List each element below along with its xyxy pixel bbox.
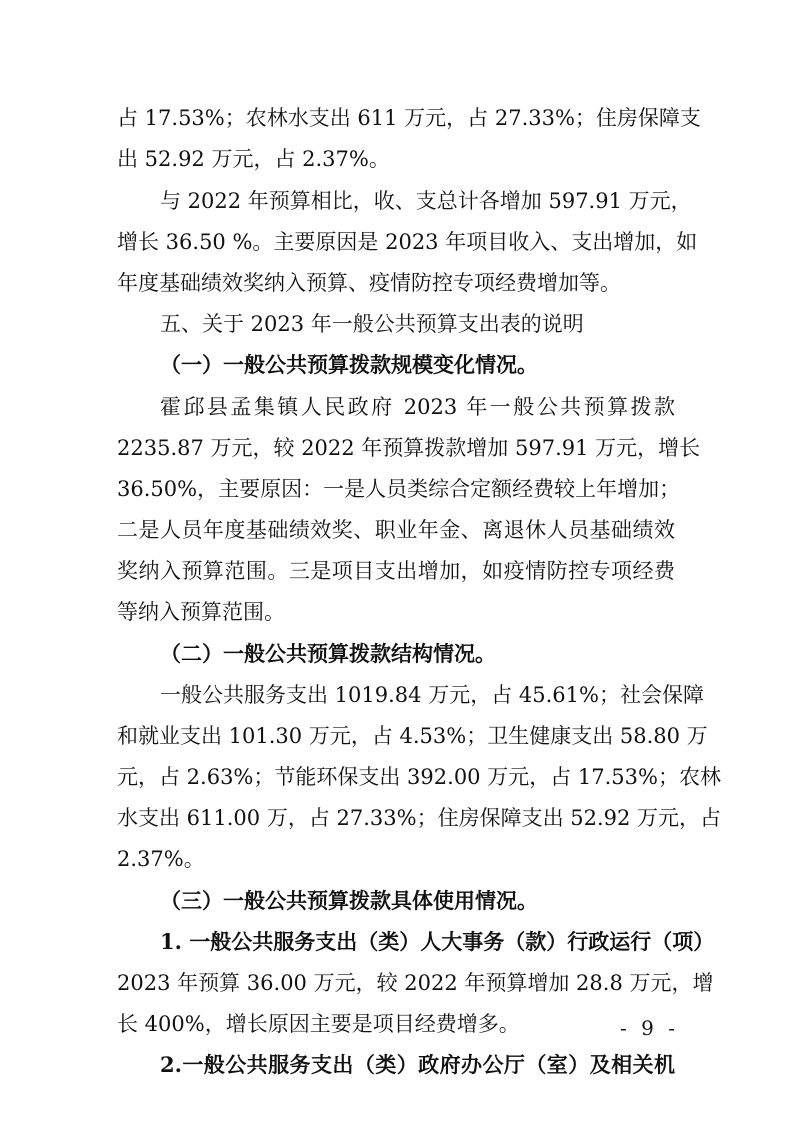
body-text-line: 奖纳入预算范围。三是项目支出增加，如疫情防控专项经费: [117, 559, 675, 583]
body-text-line: 等纳入预算范围。: [117, 600, 285, 624]
body-text-line: 一般公共服务支出 1019.84 万元，占 45.61%；社会保障: [160, 683, 704, 707]
body-text-line: 元，占 2.63%；节能环保支出 392.00 万元，占 17.53%；农林: [117, 765, 721, 789]
body-text-line: 与 2022 年预算相比，收、支总计各增加 597.91 万元，: [160, 189, 692, 213]
body-text-line: 霍邱县孟集镇人民政府 2023 年一般公共预算拨款: [160, 395, 675, 419]
body-text-line: 2023 年预算 36.00 万元，较 2022 年预算增加 28.8 万元，增: [117, 971, 714, 995]
body-text-line: 增长 36.50 %。主要原因是 2023 年项目收入、支出增加，如: [117, 230, 698, 254]
page-number: - 9 -: [620, 1016, 679, 1040]
body-text-line: 2.37%。: [117, 847, 205, 871]
section-heading: 五、关于 2023 年一般公共预算支出表的说明: [160, 312, 584, 336]
subsection-heading: （一）一般公共预算拨款规模变化情况。: [160, 352, 538, 377]
body-text-line: 和就业支出 101.30 万元，占 4.53%；卫生健康支出 58.80 万: [117, 724, 708, 748]
body-text-line: 出 52.92 万元，占 2.37%。: [117, 147, 390, 171]
body-text-line: 水支出 611.00 万，占 27.33%；住房保障支出 52.92 万元，占: [117, 806, 722, 830]
subsection-heading: （二）一般公共预算拨款结构情况。: [160, 641, 496, 666]
body-text-line: 长 400%，增长原因主要是项目经费增多。: [117, 1012, 520, 1036]
body-text-line: 年度基础绩效奖纳入预算、疫情防控专项经费增加等。: [117, 271, 621, 295]
body-text-line: 占 17.53%；农林水支出 611 万元，占 27.33%；住房保障支: [117, 106, 701, 130]
subsection-heading: （三）一般公共预算拨款具体使用情况。: [160, 888, 538, 913]
item-heading: 1. 一般公共服务支出（类）人大事务（款）行政运行（项）: [160, 929, 715, 954]
body-text-line: 36.50%，主要原因：一是人员类综合定额经费较上年增加；: [117, 477, 681, 501]
item-heading: 2.一般公共服务支出（类）政府办公厅（室）及相关机: [160, 1052, 675, 1077]
body-text-line: 2235.87 万元，较 2022 年预算拨款增加 597.91 万元，增长: [117, 436, 701, 460]
body-text-line: 二是人员年度基础绩效奖、职业年金、离退休人员基础绩效: [117, 518, 675, 542]
